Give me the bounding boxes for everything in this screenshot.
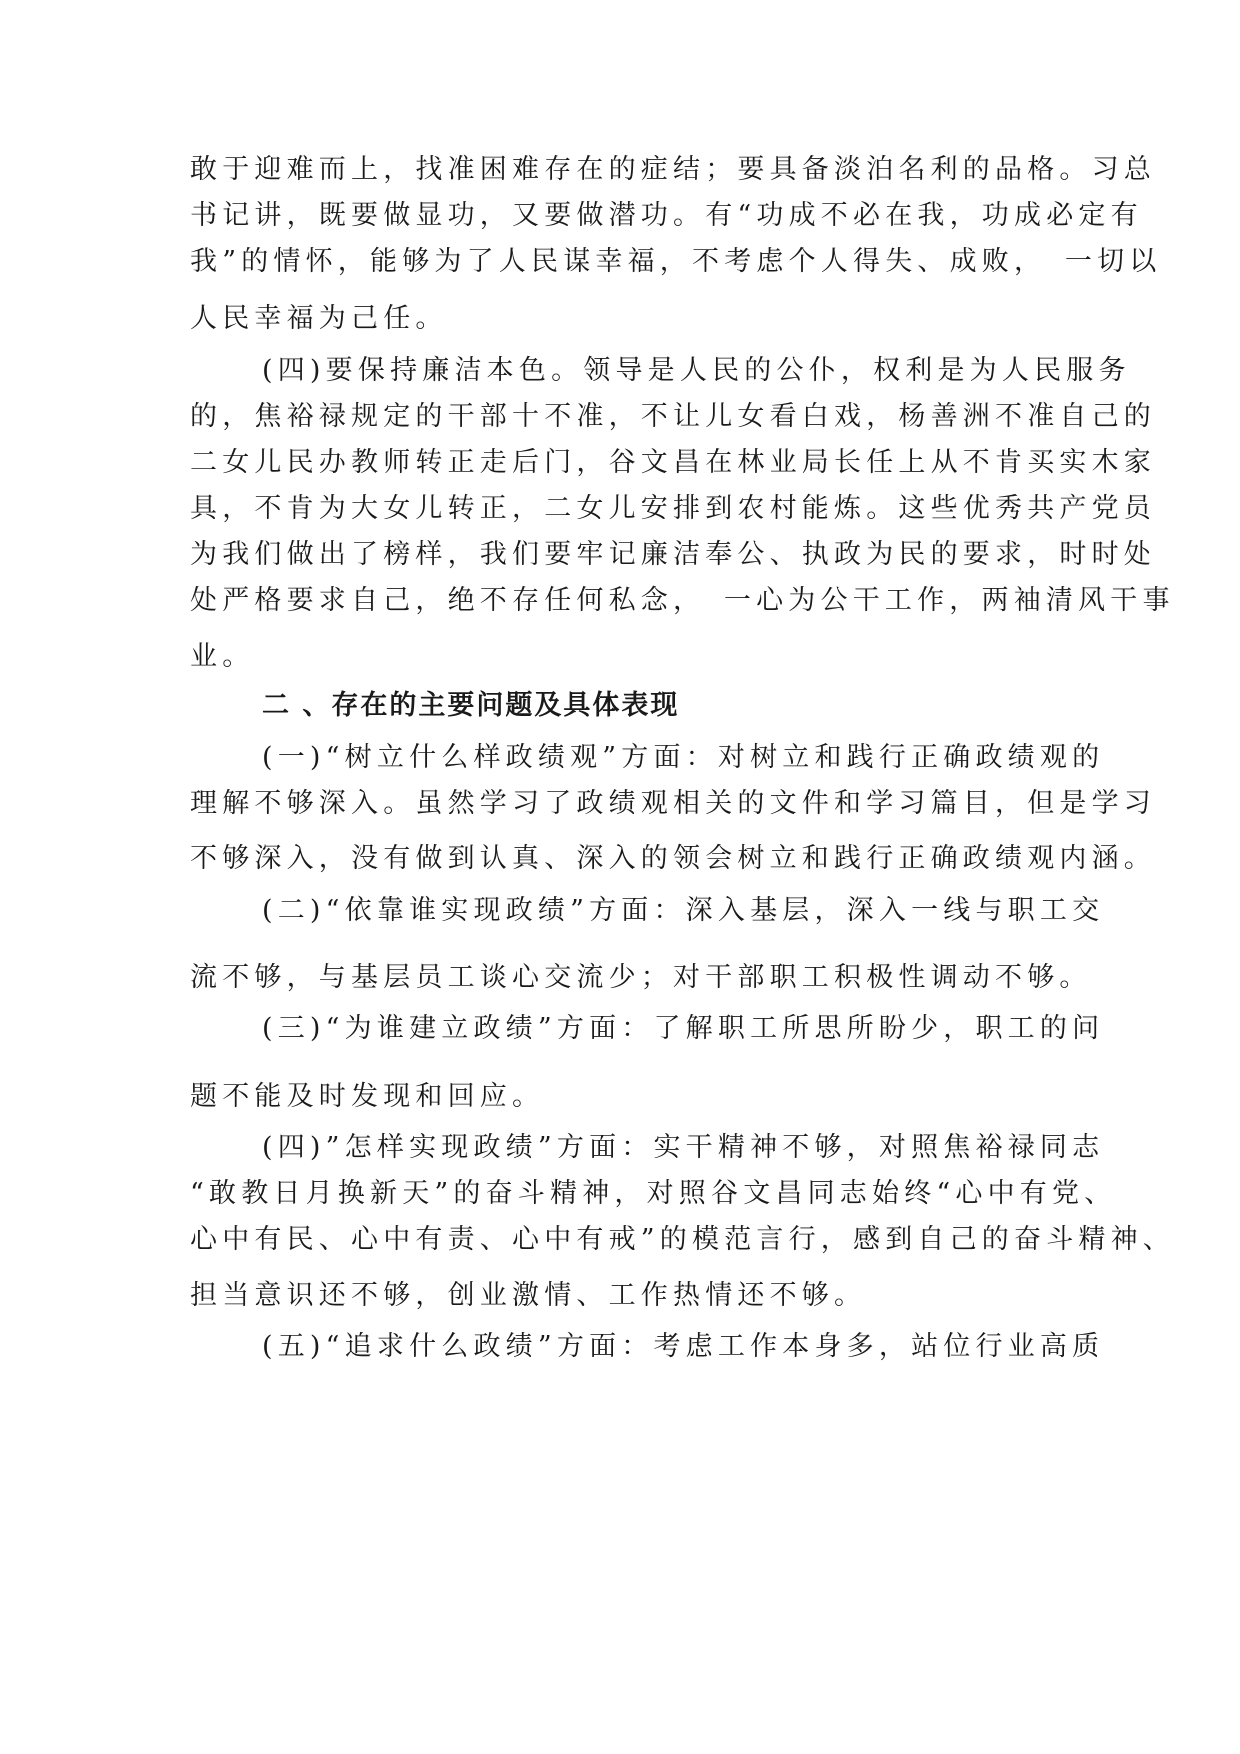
text-line: 二女儿民办教师转正走后门，谷文昌在林业局长任上从不肯买实木家 (190, 447, 1156, 478)
text-line: 不够深入，没有做到认真、深入的领会树立和践行正确政绩观内涵。 (190, 843, 1156, 874)
text-line: (四)”怎样实现政绩”方面：实干精神不够，对照焦裕禄同志 (262, 1132, 1105, 1163)
text-line: 的，焦裕禄规定的干部十不准，不让儿女看白戏，杨善洲不准自己的 (190, 401, 1156, 432)
text-line: (五)“追求什么政绩”方面：考虑工作本身多，站位行业高质 (262, 1331, 1105, 1362)
text-line: 我”的情怀，能够为了人民谋幸福，不考虑个人得失、成败， 一切以 (190, 246, 1162, 277)
text-line: (二)“依靠谁实现政绩”方面：深入基层，深入一线与职工交 (262, 895, 1105, 926)
text-line: (四)要保持廉洁本色。领导是人民的公仆，权利是为人民服务 (262, 355, 1131, 386)
text-line: (一)“树立什么样政绩观”方面：对树立和践行正确政绩观的 (262, 742, 1105, 773)
text-line: 具，不肯为大女儿转正，二女儿安排到农村能炼。这些优秀共产党员 (190, 493, 1156, 524)
text-line: 流不够，与基层员工谈心交流少；对干部职工积极性调动不够。 (190, 962, 1092, 993)
text-line: 题不能及时发现和回应。 (190, 1081, 545, 1112)
text-line: 敢于迎难而上，找准困难存在的症结；要具备淡泊名利的品格。习总 (190, 154, 1156, 185)
text-line: 书记讲，既要做显功，又要做潜功。有“功成不必在我，功成必定有 (190, 200, 1143, 231)
text-line: 理解不够深入。虽然学习了政绩观相关的文件和学习篇目，但是学习 (190, 788, 1156, 819)
text-line: 为我们做出了榜样，我们要牢记廉洁奉公、执政为民的要求，时时处 (190, 539, 1156, 570)
text-line: “敢教日月换新天”的奋斗精神，对照谷文昌同志始终“心中有党、 (190, 1178, 1117, 1209)
text-line: 担当意识还不够，创业激情、工作热情还不够。 (190, 1280, 867, 1311)
text-line: 人民幸福为己任。 (190, 303, 448, 334)
text-line: 心中有民、心中有责、心中有戒”的模范言行，感到自己的奋斗精神、 (190, 1224, 1176, 1255)
text-line: 处严格要求自己，绝不存任何私念， 一心为公干工作，两袖清风干事 (190, 585, 1175, 616)
text-line: (三)“为谁建立政绩”方面：了解职工所思所盼少，职工的问 (262, 1013, 1105, 1044)
section-heading: 二 、存在的主要问题及具体表现 (262, 690, 680, 721)
text-line: 业。 (190, 641, 255, 672)
